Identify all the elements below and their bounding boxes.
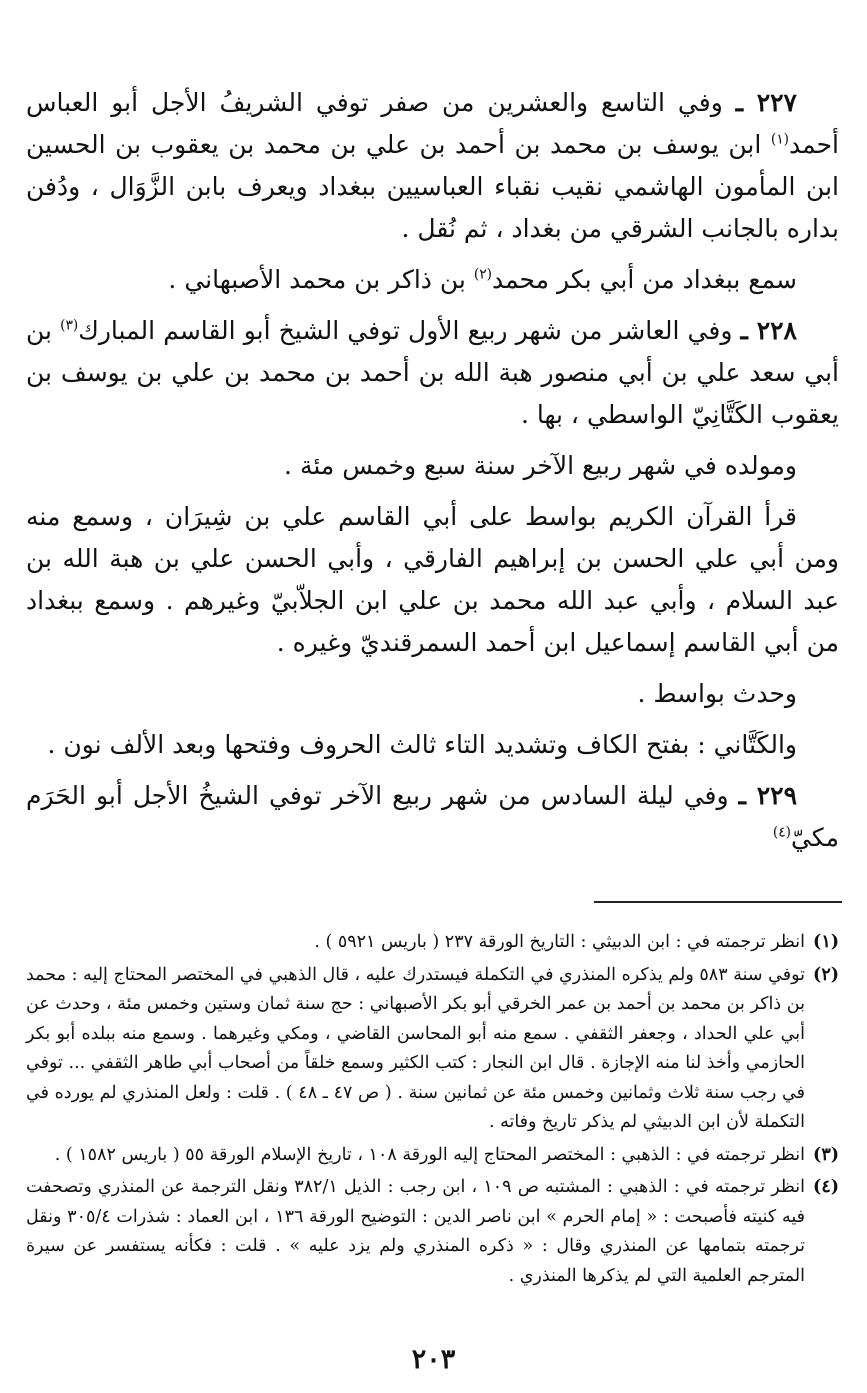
entry-228 — [26, 310, 839, 436]
footnote-3 — [26, 1141, 839, 1171]
entry-227-number: ٢٢٧ ـ — [735, 88, 797, 117]
entry-227-continuation: ابن يوسف بن محمد بن أحمد بن علي بن محمد بن يعقوب بن الحسين ابن المأمون الهاشمي نقيب نقباء العباسيين ببغداد ويعرف بابن الزَّوَال ، ودُفن بداره بالجانب الشرقي من بغداد ، ثم نُقل . — [26, 130, 839, 243]
footnote-1 — [26, 928, 839, 958]
footnote-ref-1[interactable]: (١) — [770, 131, 789, 148]
footnote-divider — [594, 901, 842, 903]
entry-227-heard-a: سمع ببغداد من أبي بكر محمد — [491, 265, 797, 294]
main-text — [26, 82, 839, 859]
footnote-marker-3: (٣) — [813, 1144, 839, 1165]
footnote-text-4: انظر ترجمته في : الذهبي : المشتبه ص ١٠٩ ، ابن رجب : الذيل ٣٨٢/١ ونقل الترجمة عن المنذري وتصحفت فيه كنيته فأصبحت : « إمام الحرم » ابن ناصر الدين : التوضيح الورقة ١٣٦ ، ابن العماد : شذرات ٣٠٥/٤ ونقل ترجمته بتمامها عن المنذري وقال : « ذكره المنذري ولم يزد عليه » . قلت : فكأنه يستفسر عن سيرة المترجم العلمية التي لم يذكرها المنذري . — [26, 1177, 805, 1286]
footnote-ref-2[interactable]: (٢) — [473, 266, 492, 283]
entry-228-continuation: بن أبي سعد علي بن أبي منصور هبة الله بن أحمد بن محمد بن علي بن يوسف بن يعقوب الكَتَّانِيّ الواسطي ، بها . — [26, 316, 839, 429]
entry-227 — [26, 82, 839, 250]
entry-228-number: ٢٢٨ ـ — [740, 316, 797, 345]
footnote-ref-4[interactable]: (٤) — [772, 824, 791, 841]
entry-227-text: وفي التاسع والعشرين من صفر توفي الشريفُ الأجل أبو العباس أحمد — [26, 88, 839, 159]
footnote-2 — [26, 961, 839, 1138]
footnote-marker-1: (١) — [813, 932, 839, 952]
entry-229-text: وفي ليلة السادس من شهر ربيع الآخر توفي الشيخُ الأجل أبو الحَرَم مكيّ — [26, 781, 839, 852]
entry-229-number: ٢٢٩ ـ — [738, 781, 798, 810]
entry-227-heard — [26, 259, 839, 301]
footnote-4 — [26, 1173, 839, 1291]
entry-228-birth: ومولده في شهر ربيع الآخر سنة سبع وخمس مئة . — [284, 451, 797, 480]
footnote-marker-4: (٤) — [813, 1177, 839, 1197]
footnote-ref-3[interactable]: (٣) — [60, 317, 79, 334]
page-number: ٢٠٣ — [411, 1344, 456, 1375]
entry-228-nisba: والكَتَّاني : بفتح الكاف وتشديد التاء ثالث الحروف وفتحها وبعد الألف نون . — [47, 730, 797, 759]
footnote-text-1: انظر ترجمته في : ابن الدبيثي : التاريخ الورقة ٢٣٧ ( باريس ٥٩٢١ ) . — [314, 932, 805, 952]
entry-228-narrated: وحدث بواسط . — [637, 679, 797, 708]
entry-228-text: وفي العاشر من شهر ربيع الأول توفي الشيخ أبو القاسم المبارك — [78, 316, 733, 345]
footnote-text-3: انظر ترجمته في : الذهبي : المختصر المحتاج إليه الورقة ١٠٨ ، تاريخ الإسلام الورقة ٥٥ ( باريس ١٥٨٢ ) . — [54, 1144, 805, 1165]
entry-228-study: قرأ القرآن الكريم بواسط على أبي القاسم علي بن شِيرَان ، وسمع منه ومن أبي علي الحسن بن إبراهيم الفارقي ، وأبي الحسن علي بن هبة الله بن عبد السلام ، وأبي عبد الله محمد بن علي ابن الجلاّبيّ وغيرهم . وسمع ببغداد من أبي القاسم إسماعيل ابن أحمد السمرقنديّ وغيره . — [26, 502, 839, 657]
footnote-text-2: توفي سنة ٥٨٣ ولم يذكره المنذري في التكملة فيستدرك عليه ، قال الذهبي في المختصر المحتاج إليه : محمد بن ذاكر بن محمد بن أحمد بن عمر الخرقي أبو بكر الأصبهاني : حج سنة ثمان وستين وخمس مئة ، وحدث عن أبي علي الحداد ، وجعفر الثقفي . سمع منه أبو المحاسن القاضي ، ومكي وغيرهما . وسمع منه ببلده أبو بكر الحازمي وأخذ لنا منه الإجازة . قال ابن النجار : كتب الكثير وسمع خلقاً من أصحاب أبي طاهر الثقفي ... توفي في رجب سنة ثلاث وثمانين وخمس مئة عن ثمانين سنة . ( ص ٤٧ ـ ٤٨ ) . قلت : ولعل المنذري لم يورده في التكملة لأن ابن الدبيثي لم يذكر تاريخ وفاته . — [26, 964, 805, 1132]
entry-229 — [26, 775, 839, 859]
entry-227-heard-b: بن ذاكر بن محمد الأصبهاني . — [168, 265, 466, 294]
footnote-marker-2: (٢) — [813, 964, 839, 985]
footnotes — [26, 928, 839, 1294]
